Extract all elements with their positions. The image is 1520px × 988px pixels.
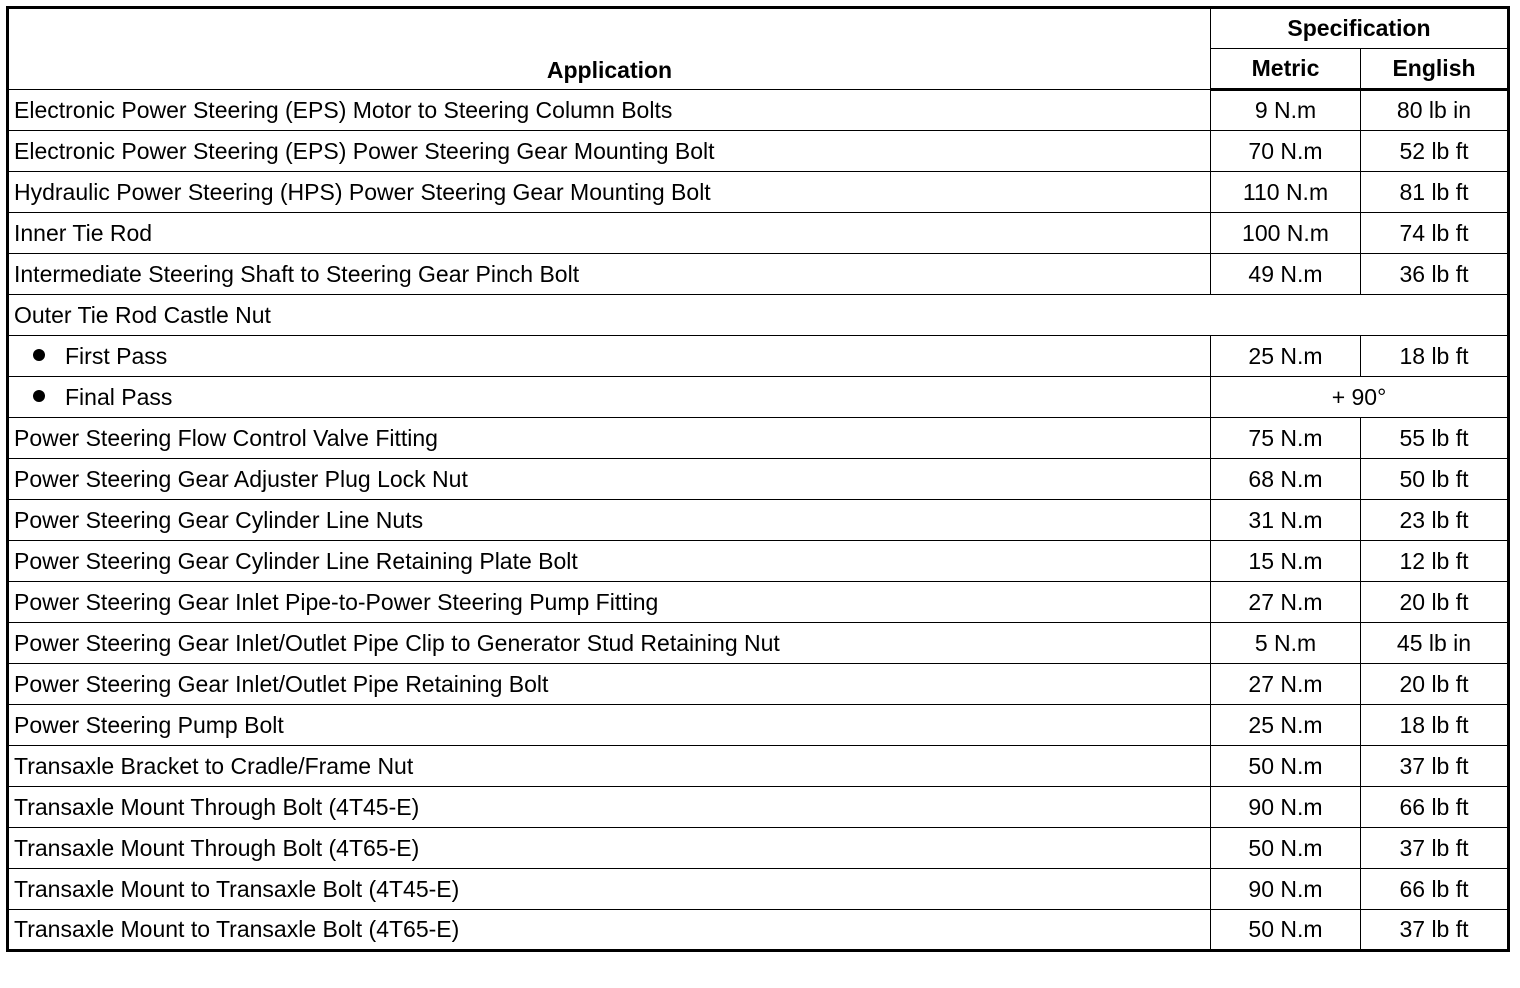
metric-cell: 31 N.m (1211, 500, 1361, 541)
application-cell (8, 664, 1211, 705)
table-row (8, 459, 1509, 500)
application-label: Power Steering Gear Cylinder Line Retaining Plate Bolt (14, 547, 578, 574)
application-cell (8, 336, 1211, 377)
english-cell: 81 lb ft (1361, 172, 1509, 213)
english-cell: 55 lb ft (1361, 418, 1509, 459)
english-column-header: English (1361, 49, 1509, 90)
application-cell (8, 418, 1211, 459)
application-cell (8, 459, 1211, 500)
application-label: Power Steering Gear Inlet/Outlet Pipe Clip to Generator Stud Retaining Nut (14, 629, 780, 656)
metric-cell: 50 N.m (1211, 910, 1361, 951)
english-cell: 66 lb ft (1361, 869, 1509, 910)
metric-cell: 90 N.m (1211, 787, 1361, 828)
table-row (8, 623, 1509, 664)
english-cell: 37 lb ft (1361, 828, 1509, 869)
metric-cell: 50 N.m (1211, 828, 1361, 869)
english-cell: 20 lb ft (1361, 582, 1509, 623)
table-row (8, 131, 1509, 172)
english-cell: 74 lb ft (1361, 213, 1509, 254)
application-cell (8, 787, 1211, 828)
table-header (8, 8, 1509, 90)
table-row (8, 295, 1509, 336)
application-cell (8, 254, 1211, 295)
english-cell: 18 lb ft (1361, 336, 1509, 377)
application-label: First Pass (65, 342, 168, 369)
table-row (8, 705, 1509, 746)
fastener-specification-table (6, 6, 1510, 952)
application-cell (8, 213, 1211, 254)
application-cell (8, 828, 1211, 869)
metric-cell: 50 N.m (1211, 746, 1361, 787)
english-cell: 20 lb ft (1361, 664, 1509, 705)
metric-cell: 49 N.m (1211, 254, 1361, 295)
application-cell (8, 295, 1509, 336)
metric-cell: 15 N.m (1211, 541, 1361, 582)
application-cell (8, 910, 1211, 951)
metric-cell: 5 N.m (1211, 623, 1361, 664)
metric-cell: 100 N.m (1211, 213, 1361, 254)
application-cell (8, 582, 1211, 623)
application-label: Outer Tie Rod Castle Nut (14, 301, 271, 328)
english-cell: 12 lb ft (1361, 541, 1509, 582)
application-cell (8, 746, 1211, 787)
application-label: Transaxle Mount Through Bolt (4T45-E) (14, 793, 420, 820)
application-label: Power Steering Gear Adjuster Plug Lock Nut (14, 465, 468, 492)
table-row (8, 787, 1509, 828)
application-label: Power Steering Pump Bolt (14, 711, 284, 738)
metric-cell: 25 N.m (1211, 705, 1361, 746)
table-row (8, 254, 1509, 295)
application-label: Electronic Power Steering (EPS) Motor to Steering Column Bolts (14, 96, 673, 123)
english-cell: 66 lb ft (1361, 787, 1509, 828)
application-label: Power Steering Flow Control Valve Fitting (14, 424, 438, 451)
application-column-header: Application (8, 8, 1211, 90)
english-cell: 45 lb in (1361, 623, 1509, 664)
application-label: Power Steering Gear Inlet/Outlet Pipe Retaining Bolt (14, 670, 549, 697)
bullet-icon (33, 349, 45, 361)
english-cell: 18 lb ft (1361, 705, 1509, 746)
metric-cell: 27 N.m (1211, 664, 1361, 705)
table-row (8, 500, 1509, 541)
table-row (8, 541, 1509, 582)
application-cell (8, 90, 1211, 131)
application-label: Inner Tie Rod (14, 219, 153, 246)
specification-column-header: Specification (1211, 8, 1509, 49)
table-row (8, 90, 1509, 131)
table-row (8, 172, 1509, 213)
table-row (8, 746, 1509, 787)
english-cell: 36 lb ft (1361, 254, 1509, 295)
application-label: Intermediate Steering Shaft to Steering Gear Pinch Bolt (14, 260, 580, 287)
table-row (8, 213, 1509, 254)
metric-cell: 75 N.m (1211, 418, 1361, 459)
application-label: Transaxle Mount Through Bolt (4T65-E) (14, 834, 420, 861)
application-label: Transaxle Mount to Transaxle Bolt (4T65-E) (14, 916, 460, 942)
header-row-top (8, 8, 1509, 49)
bullet-icon (33, 390, 45, 402)
application-cell (8, 541, 1211, 582)
english-cell: 80 lb in (1361, 90, 1509, 131)
english-cell: 37 lb ft (1361, 746, 1509, 787)
metric-cell: 70 N.m (1211, 131, 1361, 172)
english-cell: 52 lb ft (1361, 131, 1509, 172)
application-label: Power Steering Gear Inlet Pipe-to-Power Steering Pump Fitting (14, 588, 659, 615)
application-cell (8, 623, 1211, 664)
metric-column-header: Metric (1211, 49, 1361, 90)
application-cell (8, 131, 1211, 172)
table-row (8, 582, 1509, 623)
application-label: Final Pass (65, 383, 173, 410)
table-body (8, 90, 1509, 951)
english-cell: 37 lb ft (1361, 910, 1509, 951)
metric-cell: 90 N.m (1211, 869, 1361, 910)
english-cell: 23 lb ft (1361, 500, 1509, 541)
application-label: Transaxle Bracket to Cradle/Frame Nut (14, 752, 414, 779)
table-row (8, 418, 1509, 459)
metric-cell: 9 N.m (1211, 90, 1361, 131)
application-label: Electronic Power Steering (EPS) Power Steering Gear Mounting Bolt (14, 137, 715, 164)
table-row (8, 910, 1509, 951)
application-cell (8, 869, 1211, 910)
metric-cell: 27 N.m (1211, 582, 1361, 623)
table-row (8, 664, 1509, 705)
application-label: Hydraulic Power Steering (HPS) Power Steering Gear Mounting Bolt (14, 178, 711, 205)
application-cell (8, 377, 1211, 418)
table-row (8, 377, 1509, 418)
table-row (8, 336, 1509, 377)
table-row (8, 828, 1509, 869)
application-cell (8, 500, 1211, 541)
specification-cell: + 90° (1211, 377, 1509, 418)
application-label: Transaxle Mount to Transaxle Bolt (4T45-E) (14, 875, 460, 902)
metric-cell: 68 N.m (1211, 459, 1361, 500)
application-label: Power Steering Gear Cylinder Line Nuts (14, 506, 424, 533)
metric-cell: 25 N.m (1211, 336, 1361, 377)
english-cell: 50 lb ft (1361, 459, 1509, 500)
metric-cell: 110 N.m (1211, 172, 1361, 213)
application-cell (8, 172, 1211, 213)
table-row (8, 869, 1509, 910)
application-cell (8, 705, 1211, 746)
